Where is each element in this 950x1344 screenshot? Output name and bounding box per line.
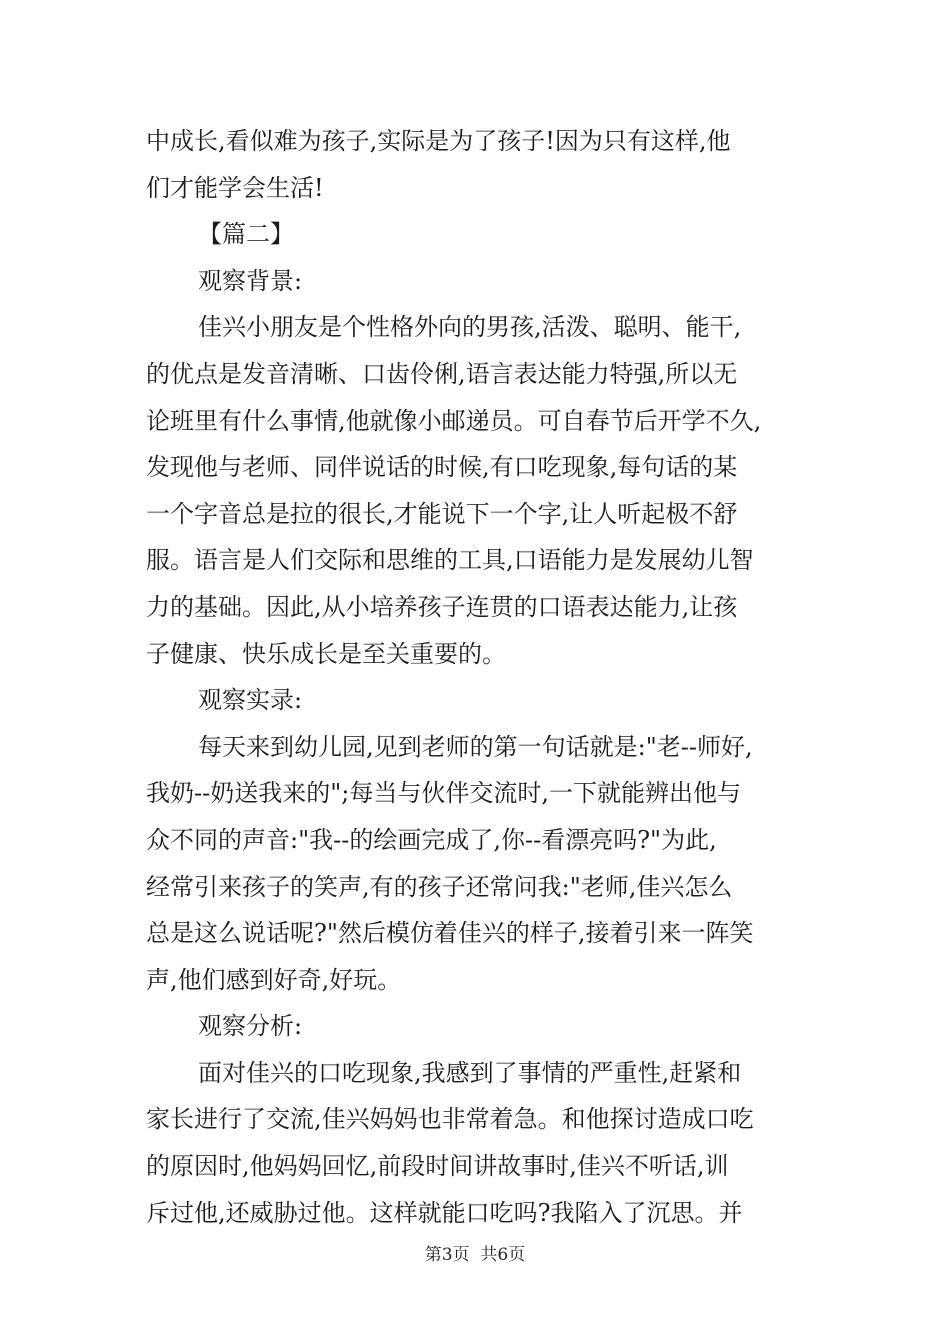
- text-line: 众不同的声音:"我--的绘画完成了,你--看漂亮吗?"为此,: [146, 825, 717, 854]
- text-line: 发现他与老师、同伴说话的时候,有口吃现象,每句话的某: [146, 453, 738, 482]
- text-line: 佳兴小朋友是个性格外向的男孩,活泼、聪明、能干,: [198, 313, 742, 342]
- text-line: 们才能学会生活!: [146, 173, 324, 202]
- text-line: 的优点是发音清晰、口齿伶俐,语言表达能力特强,所以无: [146, 359, 738, 388]
- text-line: 的原因时,他妈妈回忆,前段时间讲故事时,佳兴不听话,训: [146, 1152, 729, 1181]
- text-line: 我奶--奶送我来的";每当与伙伴交流时,一下就能辨出他与: [146, 779, 741, 808]
- text-line: 每天来到幼儿园,见到老师的第一句话就是:"老--师好,: [198, 732, 753, 761]
- text-line: 声,他们感到好奇,好玩。: [146, 965, 402, 994]
- text-line: 面对佳兴的口吃现象,我感到了事情的严重性,赶紧和: [198, 1058, 742, 1087]
- document-body: [146, 118, 810, 1236]
- subsection-heading: 观察分析:: [198, 1012, 303, 1041]
- text-line: 一个字音总是拉的很长,才能说下一个字,让人听起极不舒: [146, 499, 738, 528]
- section-heading: 【篇二】: [198, 220, 294, 249]
- text-line: 斥过他,还威胁过他。这样就能口吃吗?我陷入了沉思。并: [146, 1198, 743, 1227]
- subsection-heading: 观察实录:: [198, 686, 303, 715]
- text-line: 服。语言是人们交际和思维的工具,口语能力是发展幼儿智: [146, 546, 754, 575]
- text-line: 论班里有什么事情,他就像小邮递员。可自春节后开学不久,: [146, 406, 762, 435]
- text-line: 家长进行了交流,佳兴妈妈也非常着急。和他探讨造成口吃: [146, 1105, 754, 1134]
- subsection-heading: 观察背景:: [198, 266, 303, 295]
- text-line: 中成长,看似难为孩子,实际是为了孩子!因为只有这样,他: [146, 127, 731, 155]
- text-line: 经常引来孩子的笑声,有的孩子还常问我:"老师,佳兴怎么: [146, 872, 733, 901]
- text-line: 总是这么说话呢?"然后模仿着佳兴的样子,接着引来一阵笑: [146, 919, 754, 948]
- text-line: 子健康、快乐成长是至关重要的。: [146, 639, 506, 668]
- page-number-footer: 第3页 共6页: [424, 1245, 526, 1265]
- text-line: 力的基础。因此,从小培养孩子连贯的口语表达能力,让孩: [146, 592, 738, 621]
